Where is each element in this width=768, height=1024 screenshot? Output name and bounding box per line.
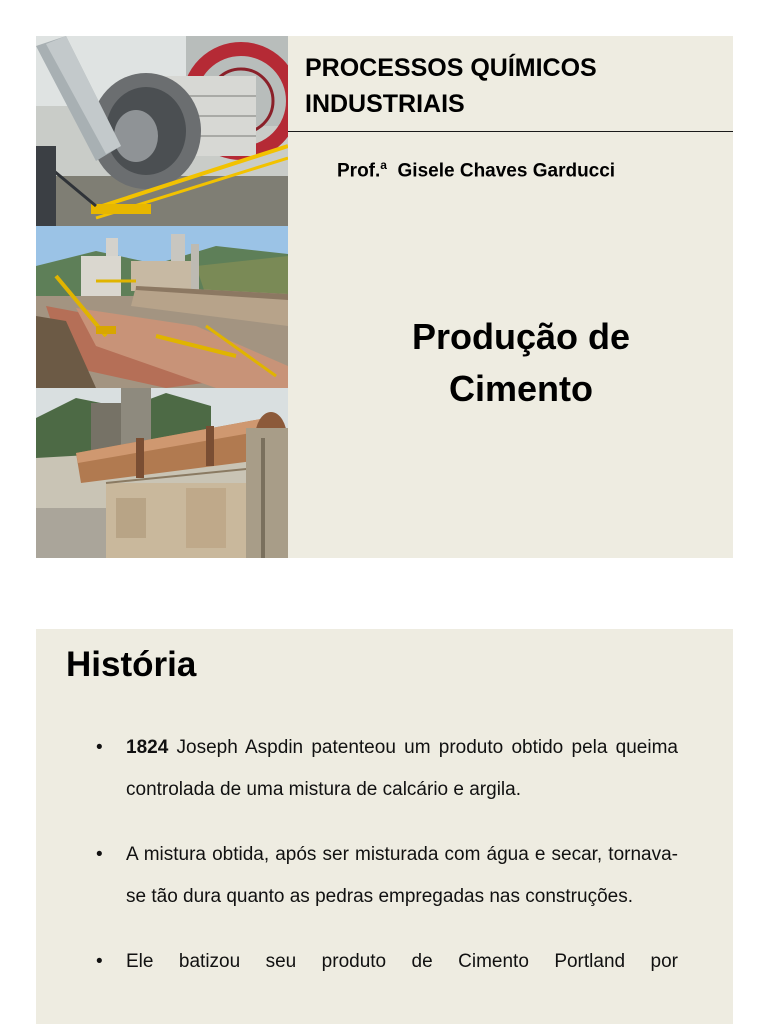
bullet-icon: • <box>96 844 103 865</box>
bullet-bold: 1824 <box>126 737 169 758</box>
professor-name <box>337 158 615 182</box>
bullet-text: Ele batizou seu produto de Cimento Portland por <box>126 951 678 972</box>
course-title: PROCESSOS QUÍMICOS INDUSTRIAIS <box>305 54 597 118</box>
title-divider <box>288 131 733 132</box>
bullet-text: Joseph Aspdin patenteou um produto obtido pela queima controlada de uma mistura de calcário e argila. <box>126 737 678 800</box>
bullet-list <box>96 727 678 1006</box>
ball-mill-photo <box>36 36 288 226</box>
bullet-text: A mistura obtida, após ser misturada com água e secar, tornava-se tão dura quanto as pedras empregadas nas construções. <box>126 844 678 907</box>
history-slide <box>36 629 733 1024</box>
slide-title: História <box>66 645 197 684</box>
bullet-item <box>96 834 678 918</box>
photo-column <box>36 36 288 558</box>
bullet-icon: • <box>96 737 103 758</box>
professor-full-name: Gisele Chaves Garducci <box>397 160 616 182</box>
slide-heading: Produção de Cimento <box>411 316 631 409</box>
title-slide <box>36 36 733 558</box>
bullet-item <box>96 727 678 811</box>
cement-plant-photo <box>36 226 288 388</box>
rotary-kiln-photo <box>36 388 288 558</box>
professor-prefix: Prof. <box>337 160 381 182</box>
professor-superscript: a <box>380 158 387 172</box>
bullet-item <box>96 941 678 983</box>
bullet-icon: • <box>96 951 103 972</box>
